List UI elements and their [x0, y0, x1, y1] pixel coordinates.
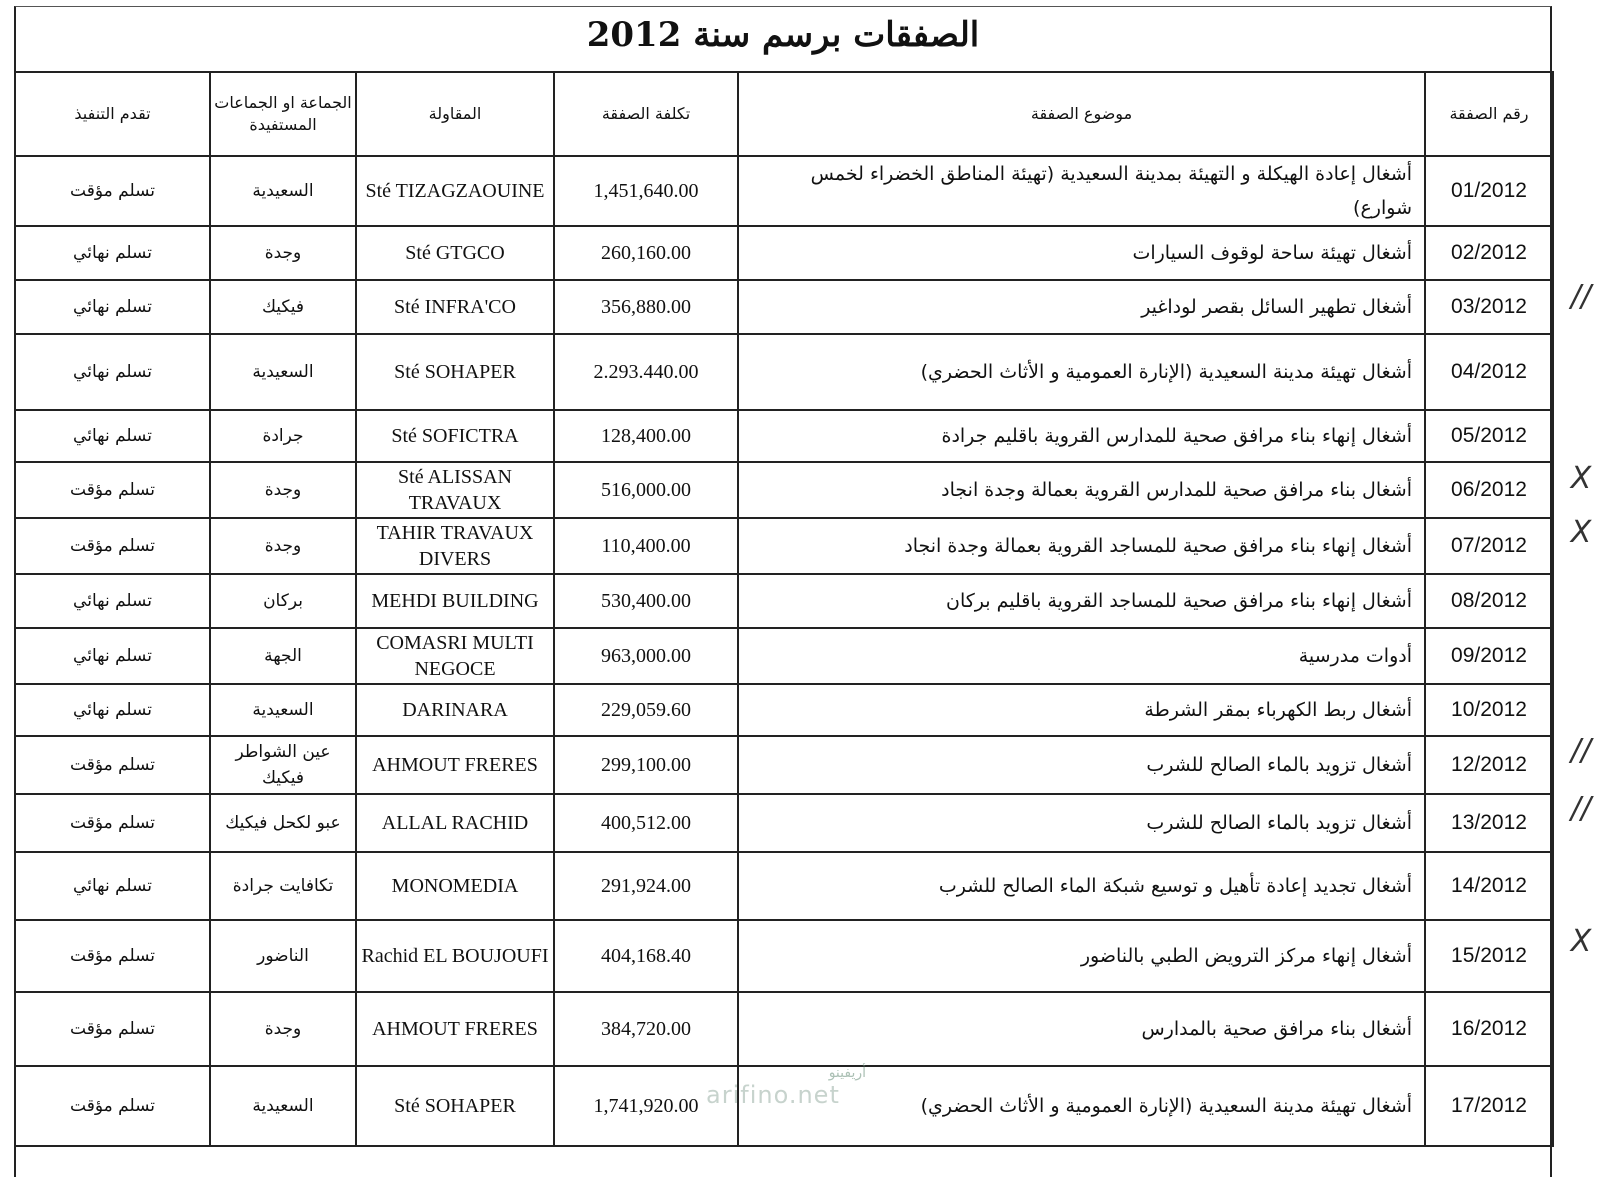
margin-mark: X — [1570, 461, 1592, 496]
cell-number: 03/2012 — [1425, 280, 1553, 334]
margin-mark: X — [1570, 924, 1592, 959]
header-number: رقم الصفقة — [1425, 72, 1553, 156]
header-contractor: المقاولة — [356, 72, 554, 156]
cell-contractor: Rachid EL BOUJOUFI — [356, 920, 554, 992]
cell-contractor: Sté INFRA'CO — [356, 280, 554, 334]
cell-subject: أشغال إنهاء بناء مرافق صحية للمساجد القروية باقليم بركان — [738, 574, 1425, 628]
margin-mark: // — [1570, 791, 1592, 826]
cell-status: تسلم نهائي — [15, 334, 210, 410]
table-row — [15, 280, 1553, 334]
margin-mark: // — [1570, 279, 1592, 314]
margin-marks — [1552, 0, 1610, 1198]
cell-subject: أشغال بناء مرافق صحية بالمدارس — [738, 992, 1425, 1066]
table-row — [15, 852, 1553, 920]
table-row — [15, 334, 1553, 410]
cell-status: تسلم مؤقت — [15, 462, 210, 518]
document-title: الصفقات برسم سنة 2012 — [586, 15, 980, 55]
cell-subject: أشغال ربط الكهرباء بمقر الشرطة — [738, 684, 1425, 736]
cell-cost: 229,059.60 — [554, 684, 738, 736]
cell-commune: وجدة — [210, 462, 356, 518]
cell-cost: 1,451,640.00 — [554, 156, 738, 226]
cell-number: 10/2012 — [1425, 684, 1553, 736]
cell-contractor: Sté TIZAGZAOUINE — [356, 156, 554, 226]
watermark-top-text: أريفينو — [828, 1065, 866, 1081]
table-row — [15, 736, 1553, 794]
cell-cost: 516,000.00 — [554, 462, 738, 518]
cell-number: 04/2012 — [1425, 334, 1553, 410]
watermark-bottom-text: arifino.net — [706, 1081, 840, 1109]
cell-commune: بركان — [210, 574, 356, 628]
cell-cost: 1,741,920.00 — [554, 1066, 738, 1146]
cell-commune: السعيدية — [210, 334, 356, 410]
cell-subject: أشغال بناء مرافق صحية للمدارس القروية بعمالة وجدة انجاد — [738, 462, 1425, 518]
header-cost: تكلفة الصفقة — [554, 72, 738, 156]
cell-commune: وجدة — [210, 226, 356, 280]
cell-number: 17/2012 — [1425, 1066, 1553, 1146]
cell-cost: 128,400.00 — [554, 410, 738, 462]
cell-number: 16/2012 — [1425, 992, 1553, 1066]
cell-cost: 110,400.00 — [554, 518, 738, 574]
header-status: تقدم التنفيذ — [15, 72, 210, 156]
cell-number: 07/2012 — [1425, 518, 1553, 574]
table-row — [15, 628, 1553, 684]
cell-subject: أشغال تطهير السائل بقصر لوداغير — [738, 280, 1425, 334]
cell-number: 05/2012 — [1425, 410, 1553, 462]
cell-cost: 530,400.00 — [554, 574, 738, 628]
cell-contractor: Sté SOHAPER — [356, 1066, 554, 1146]
header-subject: موضوع الصفقة — [738, 72, 1425, 156]
cell-cost: 404,168.40 — [554, 920, 738, 992]
cell-commune: السعيدية — [210, 684, 356, 736]
cell-contractor: COMASRI MULTI NEGOCE — [356, 628, 554, 684]
cell-number: 15/2012 — [1425, 920, 1553, 992]
cell-status: تسلم نهائي — [15, 410, 210, 462]
cell-subject: أشغال تزويد بالماء الصالح للشرب — [738, 736, 1425, 794]
cell-cost: 291,924.00 — [554, 852, 738, 920]
cell-number: 09/2012 — [1425, 628, 1553, 684]
margin-mark: // — [1570, 733, 1592, 768]
cell-cost: 963,000.00 — [554, 628, 738, 684]
table-row — [15, 410, 1553, 462]
header-commune: الجماعة او الجماعات المستفيدة — [210, 72, 356, 156]
table-row — [15, 794, 1553, 852]
cell-commune: تكافايت جرادة — [210, 852, 356, 920]
cell-status: تسلم مؤقت — [15, 518, 210, 574]
margin-mark: X — [1570, 515, 1592, 550]
cell-status: تسلم مؤقت — [15, 794, 210, 852]
cell-number: 02/2012 — [1425, 226, 1553, 280]
cell-contractor: ALLAL RACHID — [356, 794, 554, 852]
cell-status: تسلم مؤقت — [15, 920, 210, 992]
cell-subject: أشغال إعادة الهيكلة و التهيئة بمدينة السعيدية (تهيئة المناطق الخضراء لخمس شوارع) — [738, 156, 1425, 226]
cell-commune: عبو لكحل فيكيك — [210, 794, 356, 852]
cell-number: 01/2012 — [1425, 156, 1553, 226]
cell-cost: 260,160.00 — [554, 226, 738, 280]
cell-contractor: Sté GTGCO — [356, 226, 554, 280]
cell-contractor: Sté ALISSAN TRAVAUX — [356, 462, 554, 518]
cell-subject: أشغال تهيئة مدينة السعيدية (الإنارة العمومية و الأثاث الحضري) — [738, 334, 1425, 410]
cell-commune: السعيدية — [210, 1066, 356, 1146]
cell-contractor: Sté SOFICTRA — [356, 410, 554, 462]
cell-cost: 400,512.00 — [554, 794, 738, 852]
cell-status: تسلم نهائي — [15, 684, 210, 736]
cell-status: تسلم مؤقت — [15, 156, 210, 226]
table-row — [15, 518, 1553, 574]
table-row — [15, 574, 1553, 628]
cell-subject: أشغال تهيئة ساحة لوقوف السيارات — [738, 226, 1425, 280]
cell-contractor: Sté SOHAPER — [356, 334, 554, 410]
cell-commune: فيكيك — [210, 280, 356, 334]
cell-commune: وجدة — [210, 518, 356, 574]
cell-subject: أشغال إنهاء مركز الترويض الطبي بالناضور — [738, 920, 1425, 992]
document-sheet — [14, 6, 1552, 1177]
table-row — [15, 462, 1553, 518]
cell-status: تسلم نهائي — [15, 574, 210, 628]
cell-number: 12/2012 — [1425, 736, 1553, 794]
arifino-watermark-logo — [706, 1065, 866, 1130]
cell-commune: جرادة — [210, 410, 356, 462]
cell-contractor: AHMOUT FRERES — [356, 736, 554, 794]
cell-status: تسلم نهائي — [15, 628, 210, 684]
cell-number: 08/2012 — [1425, 574, 1553, 628]
cell-subject: أشغال تزويد بالماء الصالح للشرب — [738, 794, 1425, 852]
cell-commune: وجدة — [210, 992, 356, 1066]
cell-status: تسلم نهائي — [15, 226, 210, 280]
cell-commune: الجهة — [210, 628, 356, 684]
cell-contractor: MEHDI BUILDING — [356, 574, 554, 628]
cell-status: تسلم نهائي — [15, 852, 210, 920]
cell-contractor: TAHIR TRAVAUX DIVERS — [356, 518, 554, 574]
table-row — [15, 156, 1553, 226]
contracts-table — [14, 71, 1554, 1147]
cell-number: 06/2012 — [1425, 462, 1553, 518]
table-row — [15, 684, 1553, 736]
cell-contractor: AHMOUT FRERES — [356, 992, 554, 1066]
cell-cost: 356,880.00 — [554, 280, 738, 334]
cell-subject: أشغال إنهاء بناء مرافق صحية للمساجد القروية بعمالة وجدة انجاد — [738, 518, 1425, 574]
cell-cost: 384,720.00 — [554, 992, 738, 1066]
cell-status: تسلم مؤقت — [15, 736, 210, 794]
table-row — [15, 226, 1553, 280]
cell-cost: 2.293.440.00 — [554, 334, 738, 410]
cell-subject: أشغال تجديد إعادة تأهيل و توسيع شبكة الماء الصالح للشرب — [738, 852, 1425, 920]
cell-contractor: DARINARA — [356, 684, 554, 736]
cell-commune: عين الشواطر فيكيك — [210, 736, 356, 794]
cell-status: تسلم مؤقت — [15, 992, 210, 1066]
cell-subject: أشغال تهيئة مدينة السعيدية (الإنارة العمومية و الأثاث الحضري) — [738, 1066, 1425, 1146]
cell-cost: 299,100.00 — [554, 736, 738, 794]
cell-subject: أشغال إنهاء بناء مرافق صحية للمدارس القروية باقليم جرادة — [738, 410, 1425, 462]
cell-status: تسلم مؤقت — [15, 1066, 210, 1146]
table-row — [15, 992, 1553, 1066]
cell-contractor: MONOMEDIA — [356, 852, 554, 920]
cell-number: 13/2012 — [1425, 794, 1553, 852]
table-header-row — [15, 72, 1553, 156]
cell-number: 14/2012 — [1425, 852, 1553, 920]
cell-commune: السعيدية — [210, 156, 356, 226]
cell-commune: الناضور — [210, 920, 356, 992]
cell-status: تسلم نهائي — [15, 280, 210, 334]
cell-subject: أدوات مدرسية — [738, 628, 1425, 684]
table-row — [15, 920, 1553, 992]
